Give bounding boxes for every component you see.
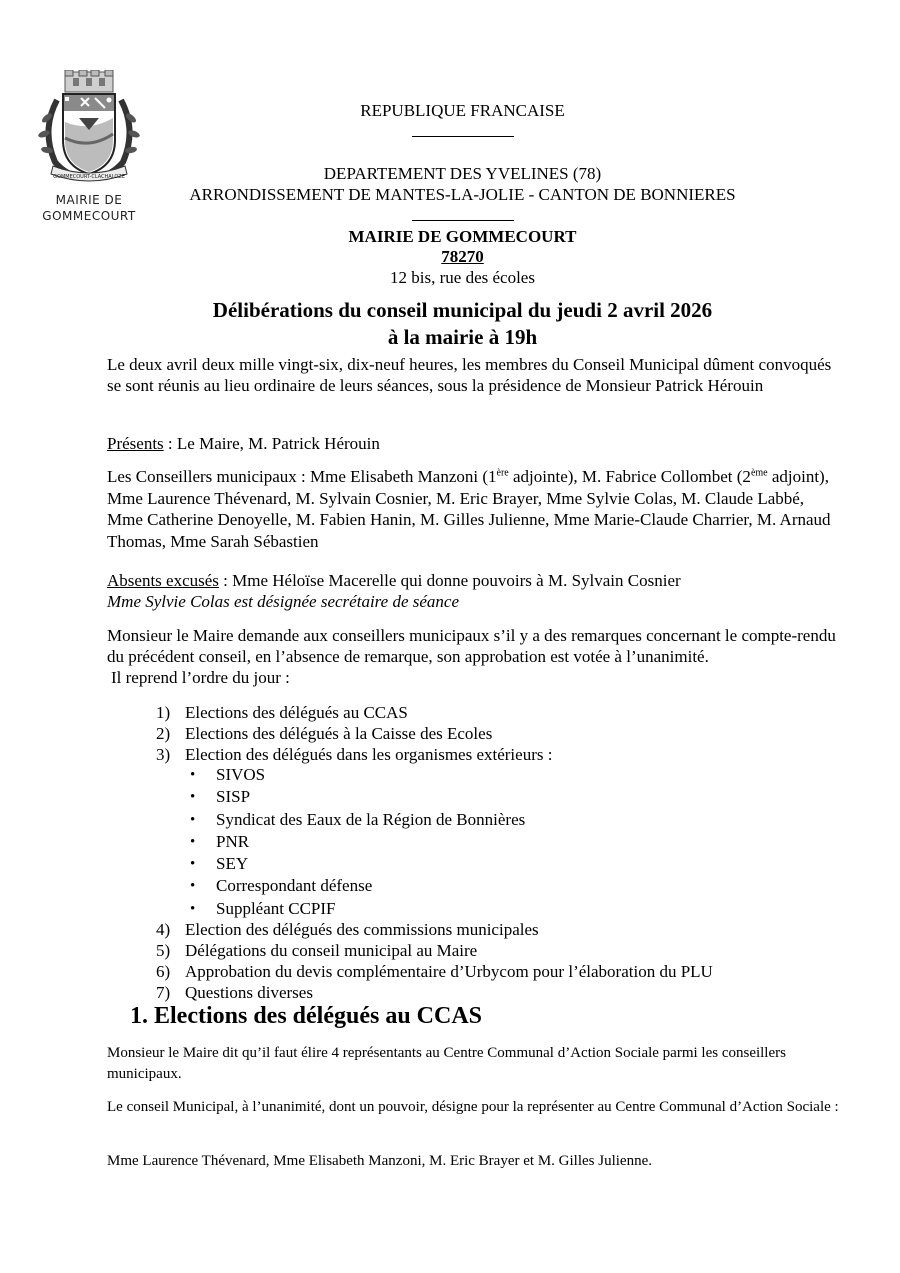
conseillers-paragraph	[107, 466, 842, 552]
conseillers-sup-1: ère	[496, 467, 509, 479]
presents-text: : Le Maire, M. Patrick Hérouin	[163, 434, 380, 453]
mairie-name: MAIRIE DE GOMMECOURT	[348, 227, 577, 246]
agenda-item	[156, 961, 836, 982]
organisme-text: SISP	[216, 787, 251, 807]
header-rule-2	[412, 220, 514, 221]
list-item	[190, 809, 816, 831]
bullet-icon: •	[190, 856, 196, 873]
republic-heading: REPUBLIQUE FRANCAISE	[360, 101, 565, 120]
agenda-num: 7)	[156, 983, 171, 1002]
organisme-text: Suppléant CCPIF	[216, 898, 336, 918]
secretary-line: Mme Sylvie Colas est désignée secrétaire de séance	[107, 592, 459, 611]
list-item	[190, 898, 816, 920]
agenda-num: 4)	[156, 920, 171, 939]
logo-label-line2: GOMMECOURT	[42, 209, 136, 223]
intro-paragraph: Le deux avril deux mille vingt-six, dix-neuf heures, les membres du Conseil Municipal dûment convoqués se sont réunis au lieu ordinaire de leurs séances, sous la présidence de Monsieur Patrick Hérouin	[107, 355, 832, 395]
logo-label-line1: MAIRIE DE	[55, 193, 123, 207]
section-paragraph-3: Mme Laurence Thévenard, Mme Elisabeth Manzoni, M. Eric Brayer et M. Gilles Julienne.	[107, 1153, 652, 1169]
bullet-icon: •	[190, 833, 196, 850]
agenda-num: 2)	[156, 724, 171, 743]
arrondissement-line: ARRONDISSEMENT DE MANTES-LA-JOLIE - CANTON DE BONNIERES	[189, 185, 736, 204]
agenda-item	[156, 940, 836, 961]
agenda-text: Election des délégués des commissions municipales	[185, 920, 539, 939]
absents-text: : Mme Héloïse Macerelle qui donne pouvoirs à M. Sylvain Cosnier	[218, 571, 681, 590]
agenda-list-bottom	[156, 919, 836, 1003]
agenda-num: 5)	[156, 941, 171, 960]
agenda-list-top	[156, 702, 836, 765]
agenda-item	[156, 723, 836, 744]
conseillers-text-3: adjoint), Mme Laurence Thévenard, M. Sylvain Cosnier, M. Eric Brayer, Mme Sylvie Colas, M. Claude Labbé, Mme Catherine Denoyelle, M. Fabien Hanin, M. Gilles Julienne, Mme Marie-Claude Charrier, M. Arnaud Thomas, Mme Sarah Sébastien	[107, 467, 831, 551]
organisme-text: PNR	[216, 831, 250, 851]
bullet-icon: •	[190, 900, 196, 917]
organisme-text: SEY	[216, 854, 249, 874]
bullet-icon: •	[190, 789, 196, 806]
coat-of-arms-icon	[35, 70, 143, 188]
list-item	[190, 853, 816, 875]
header-rule-1	[412, 136, 514, 137]
agenda-num: 6)	[156, 962, 171, 981]
conseillers-text-1: Les Conseillers municipaux : Mme Elisabeth Manzoni (1	[107, 467, 497, 486]
agenda-text: Questions diverses	[185, 983, 313, 1002]
postal-code-wrap	[160, 246, 765, 267]
list-item	[190, 831, 816, 853]
mairie-logo	[34, 70, 144, 224]
agenda-item	[156, 919, 836, 940]
ordre-intro: Il reprend l’ordre du jour :	[111, 668, 290, 687]
list-item	[190, 786, 816, 808]
agenda-item	[156, 744, 836, 765]
bullet-icon: •	[190, 811, 196, 828]
section-paragraph-2: Le conseil Municipal, à l’unanimité, dont un pouvoir, désigne pour la représenter au Centre Communal d’Action Sociale :	[107, 1099, 839, 1115]
agenda-num: 3)	[156, 745, 171, 764]
approval-paragraph: Monsieur le Maire demande aux conseillers municipaux s’il y a des remarques concernant le compte-rendu du précédent conseil, en l’absence de remarque, son approbation est votée à l’unanimité.	[107, 626, 836, 666]
mairie-address: 12 bis, rue des écoles	[390, 268, 535, 287]
list-item	[190, 875, 816, 897]
agenda-num: 1)	[156, 703, 171, 722]
presents-label: Présents	[107, 434, 164, 453]
conseillers-text-2: adjointe), M. Fabrice Collombet (2	[508, 467, 751, 486]
agenda-item	[156, 702, 836, 723]
organisme-text: Syndicat des Eaux de la Région de Bonnières	[216, 809, 526, 829]
section-paragraph-1: Monsieur le Maire dit qu’il faut élire 4 représentants au Centre Communal d’Action Sociale parmi les conseillers municipaux.	[107, 1045, 786, 1082]
agenda-item	[156, 982, 836, 1003]
bullet-icon: •	[190, 767, 196, 783]
absents-label: Absents excusés	[107, 571, 219, 590]
section-heading	[130, 1001, 482, 1031]
section-number: 1.	[130, 1003, 148, 1029]
page-subtitle: à la mairie à 19h	[387, 325, 538, 349]
presents-paragraph	[107, 433, 842, 454]
organisme-text: Correspondant défense	[216, 876, 373, 896]
section-title: Elections des délégués au CCAS	[154, 1003, 483, 1029]
organismes-list	[190, 764, 816, 920]
svg-text:GOMMECOURT-CLACHALOZE: GOMMECOURT-CLACHALOZE	[53, 174, 125, 180]
agenda-text: Election des délégués dans les organismes extérieurs :	[185, 745, 553, 764]
agenda-text: Délégations du conseil municipal au Maire	[185, 941, 478, 960]
agenda-text: Elections des délégués à la Caisse des Ecoles	[185, 724, 493, 743]
page-title: Délibérations du conseil municipal du jeudi 2 avril 2026	[212, 298, 713, 322]
agenda-text: Approbation du devis complémentaire d’Urbycom pour l’élaboration du PLU	[185, 962, 713, 981]
organisme-text: SIVOS	[216, 765, 266, 784]
bullet-icon: •	[190, 878, 196, 895]
absents-paragraph	[107, 570, 842, 591]
agenda-text: Elections des délégués au CCAS	[185, 703, 408, 722]
department-line: DEPARTEMENT DES YVELINES (78)	[323, 164, 602, 183]
list-item	[190, 764, 816, 786]
postal-code: 78270	[441, 247, 484, 266]
conseillers-sup-2: ème	[750, 467, 768, 479]
